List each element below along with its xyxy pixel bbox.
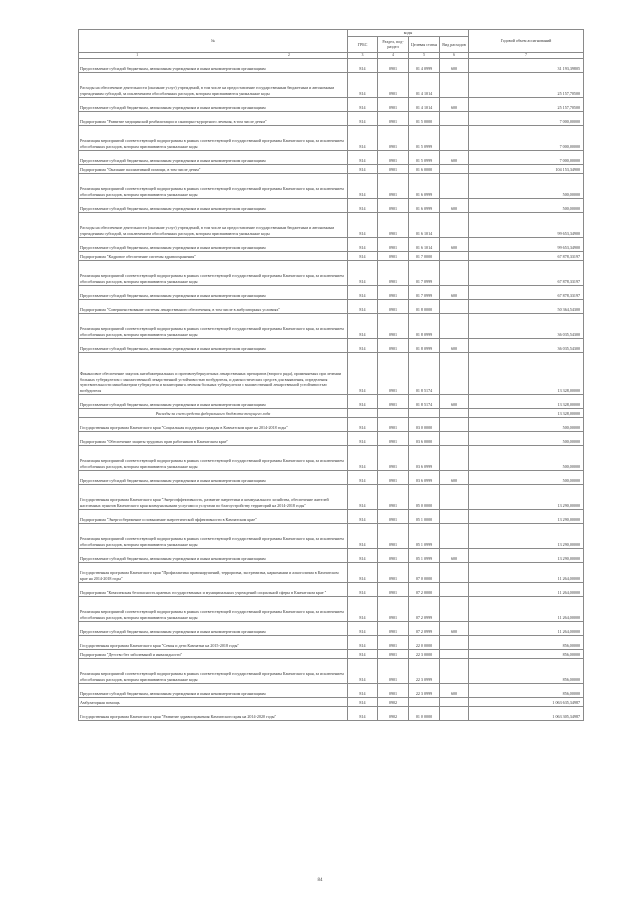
row-annual-sum: 50 364,54300 xyxy=(469,299,584,313)
table-row xyxy=(79,484,584,509)
row-target-article: 01 4 1014 xyxy=(409,72,440,97)
row-razdel: 0901 xyxy=(378,338,409,352)
row-grbs: 814 xyxy=(348,562,378,582)
row-grbs: 814 xyxy=(348,706,378,720)
row-expense-type: 600 xyxy=(440,394,469,408)
table-row xyxy=(79,470,584,484)
table-row xyxy=(79,97,584,111)
row-target-article: 05 1 0000 xyxy=(409,509,440,523)
table-row xyxy=(79,596,584,621)
row-target-article: 01 5 0999 xyxy=(409,150,440,164)
row-razdel: 0901 xyxy=(378,394,409,408)
table-body xyxy=(79,58,584,720)
row-target-article: 01 7 0999 xyxy=(409,260,440,285)
row-grbs: 814 xyxy=(348,97,378,111)
row-description: Предоставление субсидий бюджетным, автономным учреждениям и иным некоммерческим организациям xyxy=(79,683,348,697)
row-razdel: 0901 xyxy=(378,285,409,299)
row-razdel: 0901 xyxy=(378,237,409,251)
row-description: Реализация мероприятий соответствующей подпрограммы в рамках соответствующей государственной программы Камчатского края, за исключением обособленных расходов, которым присваиваются уникальные коды xyxy=(79,313,348,338)
row-expense-type xyxy=(440,352,469,394)
row-annual-sum: 13 290,00000 xyxy=(469,509,584,523)
row-target-article: 22 3 0999 xyxy=(409,683,440,697)
row-annual-sum: 11 264,00000 xyxy=(469,562,584,582)
row-expense-type: 600 xyxy=(440,97,469,111)
row-description: Реализация мероприятий соответствующей подпрограммы в рамках соответствующей государственной программы Камчатского края, за исключением обособленных расходов, которым присваиваются уникальные коды xyxy=(79,523,348,548)
header-target-article: Целевая статья xyxy=(409,36,440,52)
row-annual-sum: 67 878,33197 xyxy=(469,260,584,285)
row-expense-type xyxy=(440,260,469,285)
row-description: Подпрограмма "Развитие медицинской реабилитации и санаторно-курортного лечения, в том числе детям" xyxy=(79,111,348,125)
row-expense-type xyxy=(440,484,469,509)
table-row xyxy=(79,394,584,408)
row-target-article: 01 6 1014 xyxy=(409,212,440,237)
row-description: Финансовое обеспечение закупок антибактериальных и противотуберкулезных лекарственных препаратов (второго ряда), применяемых при лечении больных туберкулезом с множественной лекарственной устойчивостью возбудителя, и диагностических средств для выявления, определения чувствительности микобактерии туберкулеза и мониторинга лечения больных туберкулезом с множественной лекарственной устойчивостью возбудителя xyxy=(79,352,348,394)
row-target-article: 05 0 0000 xyxy=(409,484,440,509)
row-razdel: 0901 xyxy=(378,523,409,548)
row-razdel: 0901 xyxy=(378,484,409,509)
row-razdel: 0901 xyxy=(378,445,409,470)
row-expense-type xyxy=(440,408,469,417)
row-razdel: 0901 xyxy=(378,251,409,260)
row-target-article: 07 2 0000 xyxy=(409,582,440,596)
row-razdel: 0901 xyxy=(378,658,409,683)
row-grbs: 814 xyxy=(348,313,378,338)
table-row xyxy=(79,697,584,706)
row-target-article: 22 3 0999 xyxy=(409,658,440,683)
column-number: 7 xyxy=(469,53,584,59)
row-grbs xyxy=(348,408,378,417)
row-grbs: 814 xyxy=(348,260,378,285)
row-annual-sum: 11 264,00000 xyxy=(469,582,584,596)
row-target-article: 07 0 0000 xyxy=(409,562,440,582)
row-expense-type: 600 xyxy=(440,621,469,635)
row-expense-type xyxy=(440,173,469,198)
row-razdel: 0901 xyxy=(378,97,409,111)
row-annual-sum: 13 290,00000 xyxy=(469,548,584,562)
table-row xyxy=(79,338,584,352)
row-expense-type xyxy=(440,697,469,706)
row-target-article xyxy=(409,697,440,706)
budget-table-sheet xyxy=(78,29,583,721)
row-grbs: 814 xyxy=(348,72,378,97)
row-razdel: 0901 xyxy=(378,582,409,596)
row-description: Подпрограмма "Обеспечение защиты трудовых прав работников в Камчатском крае" xyxy=(79,431,348,445)
row-expense-type: 600 xyxy=(440,338,469,352)
row-annual-sum: 1 063 635,34987 xyxy=(469,697,584,706)
row-expense-type xyxy=(440,417,469,431)
row-description: Предоставление субсидий бюджетным, автономным учреждениям и иным некоммерческим организациям xyxy=(79,58,348,72)
row-annual-sum: 856,00000 xyxy=(469,635,584,649)
row-description: Расходы на обеспечение деятельности (оказание услуг) учреждений, в том числе на предоставление государственным бюджетным и автономным учреждениям субсидий, за исключением обособленных расходов, которым присваиваются уникальные коды xyxy=(79,212,348,237)
column-number: 6 xyxy=(440,53,469,59)
row-grbs: 814 xyxy=(348,212,378,237)
row-description: Предоставление субсидий бюджетным, автономным учреждениям и иным некоммерческим организациям xyxy=(79,470,348,484)
row-razdel: 0901 xyxy=(378,635,409,649)
row-target-article: 03 6 0999 xyxy=(409,445,440,470)
row-expense-type xyxy=(440,509,469,523)
table-row xyxy=(79,150,584,164)
header-razdel: Раздел, под-раздел xyxy=(378,36,409,52)
row-description: Государственная программа Камчатского края "Семья и дети Камчатки на 2015-2018 годы" xyxy=(79,635,348,649)
header-codes: коды xyxy=(348,30,469,37)
row-description: Подпрограмма "Кадровое обеспечение системы здравоохранения" xyxy=(79,251,348,260)
row-razdel: 0901 xyxy=(378,313,409,338)
row-description: Расходы на обеспечение деятельности (оказание услуг) учреждений, в том числе на предоставление государственным бюджетным и автономным учреждениям субсидий, за исключением обособленных расходов, которым присваиваются уникальные коды xyxy=(79,72,348,97)
row-grbs: 814 xyxy=(348,683,378,697)
row-grbs: 814 xyxy=(348,417,378,431)
row-description: Предоставление субсидий бюджетным, автономным учреждениям и иным некоммерческим организациям xyxy=(79,338,348,352)
page-number: 84 xyxy=(317,878,323,883)
row-razdel: 0901 xyxy=(378,212,409,237)
column-number: 3 xyxy=(348,53,378,59)
row-target-article: 01 6 1014 xyxy=(409,237,440,251)
row-razdel: 0901 xyxy=(378,111,409,125)
row-description: Реализация мероприятий соответствующей подпрограммы в рамках соответствующей государственной программы Камчатского края, за исключением обособленных расходов, которым присваиваются уникальные коды xyxy=(79,658,348,683)
row-description: Предоставление субсидий бюджетным, автономным учреждениям и иным некоммерческим организациям xyxy=(79,394,348,408)
table-row xyxy=(79,313,584,338)
table-row xyxy=(79,431,584,445)
table-row xyxy=(79,111,584,125)
row-grbs: 814 xyxy=(348,338,378,352)
row-expense-type: 600 xyxy=(440,237,469,251)
row-expense-type xyxy=(440,72,469,97)
row-description: Государственная программа Камчатского края "Развитие здравоохранения Камчатского края на 2014-2020 годы" xyxy=(79,706,348,720)
row-expense-type xyxy=(440,251,469,260)
row-description: Реализация мероприятий соответствующей подпрограммы в рамках соответствующей государственной программы Камчатского края, за исключением обособленных расходов, которым присваиваются уникальные коды xyxy=(79,260,348,285)
row-grbs: 814 xyxy=(348,582,378,596)
row-annual-sum: 500,00000 xyxy=(469,431,584,445)
table-row xyxy=(79,299,584,313)
row-target-article xyxy=(409,408,440,417)
row-grbs: 814 xyxy=(348,470,378,484)
row-grbs: 814 xyxy=(348,251,378,260)
row-description: Амбулаторная помощь xyxy=(79,697,348,706)
row-annual-sum: 1 063 305,34987 xyxy=(469,706,584,720)
row-expense-type xyxy=(440,635,469,649)
table-row xyxy=(79,285,584,299)
table-row xyxy=(79,649,584,658)
row-grbs: 814 xyxy=(348,198,378,212)
table-row xyxy=(79,683,584,697)
row-annual-sum: 856,00000 xyxy=(469,649,584,658)
table-row xyxy=(79,58,584,72)
row-annual-sum: 25 157,70500 xyxy=(469,72,584,97)
row-razdel: 0901 xyxy=(378,150,409,164)
row-razdel: 0901 xyxy=(378,548,409,562)
header-expense-type: Вид расходов xyxy=(440,36,469,52)
row-grbs: 814 xyxy=(348,299,378,313)
row-grbs: 814 xyxy=(348,509,378,523)
table-row xyxy=(79,509,584,523)
table-row xyxy=(79,72,584,97)
table-row xyxy=(79,621,584,635)
row-expense-type xyxy=(440,582,469,596)
row-grbs: 814 xyxy=(348,635,378,649)
row-description: Подпрограмма "Детство без заболеваний и инвалидности" xyxy=(79,649,348,658)
row-expense-type: 600 xyxy=(440,198,469,212)
row-annual-sum: 99 653,34900 xyxy=(469,212,584,237)
row-grbs: 814 xyxy=(348,394,378,408)
row-annual-sum: 99 653,34900 xyxy=(469,237,584,251)
row-description: Подпрограмма "Комплексная безопасность краевых государственных и муниципальных учреждений социальной сферы в Камчатском крае " xyxy=(79,582,348,596)
row-annual-sum: 67 878,33197 xyxy=(469,251,584,260)
row-annual-sum: 104 153,34900 xyxy=(469,164,584,173)
row-description: Реализация мероприятий соответствующей подпрограммы в рамках соответствующей государственной программы Камчатского края, за исключением обособленных расходов, которым присваиваются уникальные коды xyxy=(79,173,348,198)
row-grbs: 814 xyxy=(348,596,378,621)
row-annual-sum: 25 157,70500 xyxy=(469,97,584,111)
row-razdel: 0901 xyxy=(378,58,409,72)
row-annual-sum: 11 264,00000 xyxy=(469,596,584,621)
row-expense-type xyxy=(440,596,469,621)
column-number-1: 1 xyxy=(136,53,138,57)
table-row xyxy=(79,706,584,720)
row-razdel xyxy=(378,408,409,417)
row-grbs: 814 xyxy=(348,649,378,658)
table-row xyxy=(79,173,584,198)
row-annual-sum: 11 264,00000 xyxy=(469,621,584,635)
row-description: Предоставление субсидий бюджетным, автономным учреждениям и иным некоммерческим организациям xyxy=(79,285,348,299)
row-annual-sum: 7 000,00000 xyxy=(469,150,584,164)
row-expense-type xyxy=(440,706,469,720)
row-target-article: 07 2 0999 xyxy=(409,596,440,621)
table-row xyxy=(79,523,584,548)
row-target-article: 01 8 0999 xyxy=(409,338,440,352)
row-grbs: 814 xyxy=(348,621,378,635)
row-annual-sum: 13 328,00000 xyxy=(469,408,584,417)
row-description: Подпрограмма "Энергосбережение и повышение энергетической эффективности в Камчатском крае" xyxy=(79,509,348,523)
row-grbs: 814 xyxy=(348,173,378,198)
row-annual-sum: 500,00000 xyxy=(469,198,584,212)
row-expense-type xyxy=(440,111,469,125)
row-annual-sum: 31 193,39805 xyxy=(469,58,584,72)
row-razdel: 0901 xyxy=(378,509,409,523)
row-description: Реализация мероприятий соответствующей подпрограммы в рамках соответствующей государственной программы Камчатского края, за исключением обособленных расходов, которым присваиваются уникальные коды xyxy=(79,445,348,470)
row-razdel: 0901 xyxy=(378,431,409,445)
row-description: Предоставление субсидий бюджетным, автономным учреждениям и иным некоммерческим организациям xyxy=(79,548,348,562)
table-row xyxy=(79,352,584,394)
row-grbs: 814 xyxy=(348,484,378,509)
table-row xyxy=(79,445,584,470)
row-target-article: 01 5 0999 xyxy=(409,125,440,150)
row-grbs: 814 xyxy=(348,125,378,150)
row-description: Подпрограмма "Оказание паллиативной помощи, в том числе детям" xyxy=(79,164,348,173)
row-target-article: 01 7 0000 xyxy=(409,251,440,260)
row-grbs: 814 xyxy=(348,58,378,72)
row-expense-type xyxy=(440,125,469,150)
row-expense-type xyxy=(440,658,469,683)
header-annual-sum: Годовой объем ассигнований xyxy=(469,30,584,53)
table-row xyxy=(79,237,584,251)
row-razdel: 0902 xyxy=(378,706,409,720)
row-razdel: 0901 xyxy=(378,596,409,621)
row-expense-type: 600 xyxy=(440,58,469,72)
row-target-article: 01 6 0000 xyxy=(409,164,440,173)
row-description: Реализация мероприятий соответствующей подпрограммы в рамках соответствующей государственной программы Камчатского края, за исключением обособленных расходов, которым присваиваются уникальные коды xyxy=(79,596,348,621)
row-razdel: 0901 xyxy=(378,621,409,635)
row-target-article: 03 6 0999 xyxy=(409,470,440,484)
row-target-article: 22 0 0000 xyxy=(409,635,440,649)
row-description: Предоставление субсидий бюджетным, автономным учреждениям и иным некоммерческим организациям xyxy=(79,198,348,212)
row-expense-type: 600 xyxy=(440,683,469,697)
header-grbs: ГРБС xyxy=(348,36,378,52)
row-annual-sum: 7 000,00000 xyxy=(469,111,584,125)
budget-table xyxy=(78,29,584,721)
row-expense-type xyxy=(440,431,469,445)
row-razdel: 0901 xyxy=(378,173,409,198)
row-expense-type: 600 xyxy=(440,548,469,562)
row-expense-type: 600 xyxy=(440,150,469,164)
row-grbs: 814 xyxy=(348,658,378,683)
row-grbs: 814 xyxy=(348,111,378,125)
row-grbs: 814 xyxy=(348,352,378,394)
row-grbs: 814 xyxy=(348,431,378,445)
row-annual-sum: 500,00000 xyxy=(469,417,584,431)
column-number: 5 xyxy=(409,53,440,59)
row-description: Государственная программа Камчатского края "Социальная поддержка граждан в Камчатском крае на 2014-2018 годы" xyxy=(79,417,348,431)
row-razdel: 0901 xyxy=(378,260,409,285)
row-annual-sum: 67 878,33197 xyxy=(469,285,584,299)
row-expense-type xyxy=(440,313,469,338)
row-description: Государственная программа Камчатского края "Профилактика правонарушений, терроризма, экстремизма, наркомании и алкоголизма в Камчатском крае на 2014-2018 годы" xyxy=(79,562,348,582)
table-row xyxy=(79,582,584,596)
row-expense-type xyxy=(440,445,469,470)
row-annual-sum: 13 328,00000 xyxy=(469,352,584,394)
table-row xyxy=(79,164,584,173)
row-expense-type: 600 xyxy=(440,285,469,299)
table-row xyxy=(79,417,584,431)
row-target-article: 01 5 0000 xyxy=(409,111,440,125)
row-expense-type xyxy=(440,523,469,548)
row-target-article: 03 0 0000 xyxy=(409,417,440,431)
row-annual-sum: 500,00000 xyxy=(469,173,584,198)
row-razdel: 0902 xyxy=(378,697,409,706)
row-grbs: 814 xyxy=(348,285,378,299)
row-target-article: 05 1 0999 xyxy=(409,548,440,562)
row-description: Предоставление субсидий бюджетным, автономным учреждениям и иным некоммерческим организациям xyxy=(79,621,348,635)
column-number: 4 xyxy=(378,53,409,59)
row-target-article: 01 8 5174 xyxy=(409,352,440,394)
row-target-article: 01 6 0999 xyxy=(409,173,440,198)
table-row xyxy=(79,260,584,285)
row-razdel: 0901 xyxy=(378,352,409,394)
row-razdel: 0901 xyxy=(378,125,409,150)
row-target-article: 03 6 0000 xyxy=(409,431,440,445)
table-row xyxy=(79,251,584,260)
row-razdel: 0901 xyxy=(378,683,409,697)
row-razdel: 0901 xyxy=(378,649,409,658)
row-description: Государственная программа Камчатского края "Энергоэффективность, развитие энергетики и коммунального хозяйства, обеспечение жителей населенных пунктов Камчатского края коммунальными услугами и услугами по благоустройству территорий на 2014-2018 годы" xyxy=(79,484,348,509)
row-target-article: 05 1 0999 xyxy=(409,523,440,548)
row-annual-sum: 13 328,00000 xyxy=(469,394,584,408)
row-expense-type xyxy=(440,212,469,237)
row-annual-sum: 36 035,54300 xyxy=(469,313,584,338)
table-row xyxy=(79,125,584,150)
row-grbs: 814 xyxy=(348,445,378,470)
row-razdel: 0901 xyxy=(378,164,409,173)
row-description: Предоставление субсидий бюджетным, автономным учреждениям и иным некоммерческим организациям xyxy=(79,97,348,111)
row-razdel: 0901 xyxy=(378,470,409,484)
row-description: Расходы за счет средств федерального бюджета текущего года xyxy=(79,408,348,417)
row-annual-sum: 856,00000 xyxy=(469,658,584,683)
row-expense-type xyxy=(440,164,469,173)
row-razdel: 0901 xyxy=(378,562,409,582)
row-target-article: 01 4 1014 xyxy=(409,97,440,111)
table-row xyxy=(79,548,584,562)
row-expense-type xyxy=(440,562,469,582)
row-target-article: 07 2 0999 xyxy=(409,621,440,635)
table-row xyxy=(79,198,584,212)
row-target-article: 01 6 0999 xyxy=(409,198,440,212)
row-razdel: 0901 xyxy=(378,198,409,212)
table-row xyxy=(79,658,584,683)
header-number: № xyxy=(79,30,348,53)
table-row xyxy=(79,635,584,649)
row-target-article: 01 8 5174 xyxy=(409,394,440,408)
row-expense-type xyxy=(440,299,469,313)
row-annual-sum: 7 000,00000 xyxy=(469,125,584,150)
row-annual-sum: 13 290,00000 xyxy=(469,523,584,548)
row-razdel: 0901 xyxy=(378,72,409,97)
table-row xyxy=(79,212,584,237)
row-target-article: 01 8 0000 xyxy=(409,299,440,313)
row-grbs: 814 xyxy=(348,697,378,706)
row-target-article: 01 0 0000 xyxy=(409,706,440,720)
row-grbs: 814 xyxy=(348,548,378,562)
row-razdel: 0901 xyxy=(378,417,409,431)
table-row xyxy=(79,408,584,417)
row-expense-type: 600 xyxy=(440,470,469,484)
row-grbs: 814 xyxy=(348,164,378,173)
row-razdel: 0901 xyxy=(378,299,409,313)
row-description: Реализация мероприятий соответствующей подпрограммы в рамках соответствующей государственной программы Камчатского края, за исключением обособленных расходов, которым присваиваются уникальные коды xyxy=(79,125,348,150)
table-row xyxy=(79,562,584,582)
row-target-article: 01 4 0999 xyxy=(409,58,440,72)
row-annual-sum: 500,00000 xyxy=(469,445,584,470)
row-target-article: 22 3 0000 xyxy=(409,649,440,658)
row-target-article: 01 7 0999 xyxy=(409,285,440,299)
row-grbs: 814 xyxy=(348,237,378,251)
row-description: Предоставление субсидий бюджетным, автономным учреждениям и иным некоммерческим организациям xyxy=(79,150,348,164)
row-annual-sum: 500,00000 xyxy=(469,470,584,484)
row-grbs: 814 xyxy=(348,150,378,164)
row-annual-sum: 856,00000 xyxy=(469,683,584,697)
row-target-article: 01 8 0999 xyxy=(409,313,440,338)
row-description: Предоставление субсидий бюджетным, автономным учреждениям и иным некоммерческим организациям xyxy=(79,237,348,251)
row-expense-type xyxy=(440,649,469,658)
row-annual-sum: 13 290,00000 xyxy=(469,484,584,509)
row-description: Подпрограмма "Совершенствование системы лекарственного обеспечения, в том числе в амбулаторных условиях" xyxy=(79,299,348,313)
column-number-2: 2 xyxy=(288,53,290,57)
row-grbs: 814 xyxy=(348,523,378,548)
row-annual-sum: 36 035,54300 xyxy=(469,338,584,352)
